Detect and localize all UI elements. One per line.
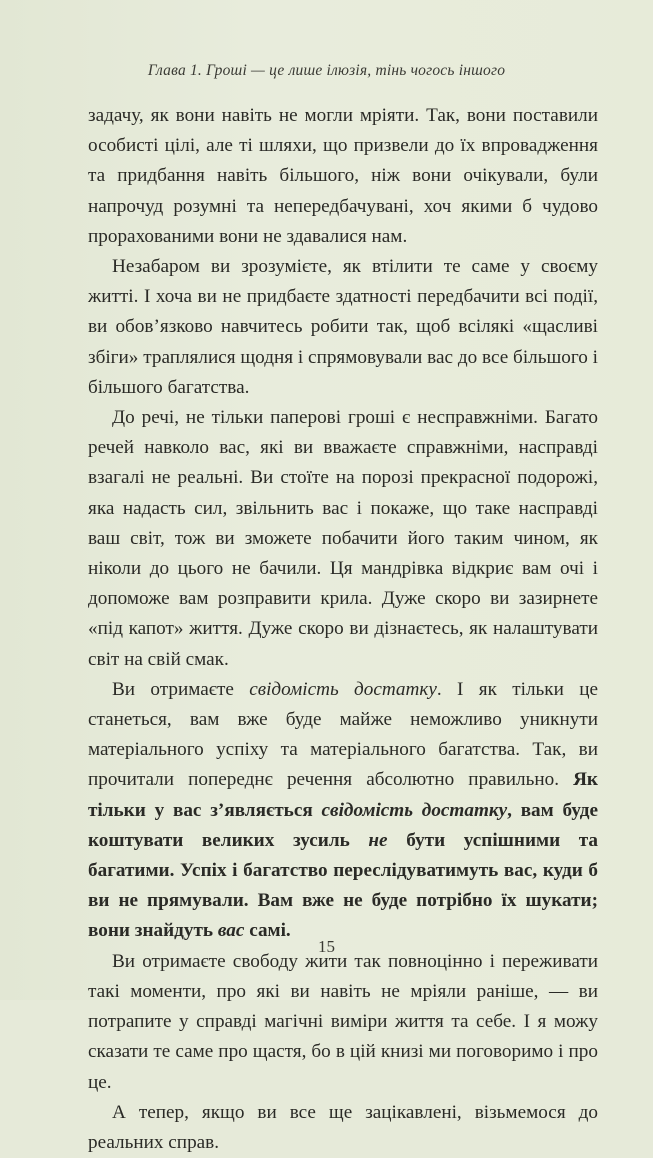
- p4-text-j: самі.: [244, 920, 291, 942]
- paragraph-5: Ви отримаєте свободу жити так повноцінно і переживати такі моменти, про які ви навіть не мріяли раніше, — ви потрапите у справді магічні виміри життя та себе. І я можу сказати те саме про щастя, бо в цій книзі ми поговоримо і про це.: [88, 950, 598, 1093]
- p4-bold-emphasis-awareness: свідомість достатку: [321, 799, 508, 821]
- p4-text-c: . І як тільки це станеться, вам вже буде майже неможливо уникнути матеріального успіху та матеріального багатства. Так, ви прочитали попереднє речення абсолютно правильно.: [88, 678, 598, 791]
- p4-text-a: Ви отримаєте: [112, 678, 250, 700]
- page-number: 15: [318, 937, 335, 956]
- running-head: Глава 1. Гроші — це лише ілюзія, тінь чогось іншого: [147, 62, 506, 79]
- p4-emphasis-not: не: [368, 829, 388, 851]
- p4-text-d: Як тільки у вас з’являється: [88, 769, 598, 821]
- paragraph-6: А тепер, якщо ви все ще зацікавлені, візьмемося до реальних справ.: [88, 1101, 598, 1153]
- paragraph-1: задачу, як вони навіть не могли мріяти. Так, вони поставили особисті цілі, але ті шляхи, що призвели до їх впровадження та придбання навіть більшого, ніж вони очікували, були напрочуд розумні та непередбачувані, хоч якими б чудово прорахованими вони не здавалися нам.: [88, 105, 598, 247]
- paragraph-4: [88, 675, 598, 947]
- p4-text-h: бути успішними та багатими. Успіх і багатство переслідуватимуть вас, куди б ви не прямували. Вам вже не буде потрібно їх шукати; вони знайдуть: [88, 829, 599, 942]
- p4-bold-passage: [88, 769, 598, 941]
- body-text: [88, 101, 598, 1158]
- p4-emphasis-awareness: свідомість достатку: [249, 678, 437, 700]
- p4-text-f: , вам буде коштувати великих зусиль: [88, 799, 598, 851]
- paragraph-3: До речі, не тільки паперові гроші є несправжніми. Багато речей навколо вас, які ви вважаєте справжніми, насправді взагалі не реальні. Ви стоїте на порозі прекрасної подорожі, яка надасть сил, звільнить вас і покаже, що таке насправді ваш світ, тож ви зможете побачити його таким чином, як ніколи до цього не бачили. Ця мандрівка відкриє вам очі і допоможе вам розправити крила. Дуже скоро ви зазирнете «під капот» життя. Дуже скоро ви дізнаєтесь, як налаштувати світ на свій смак.: [88, 407, 598, 670]
- p4-emphasis-you: вас: [217, 920, 245, 942]
- paragraph-2: Незабаром ви зрозумієте, як втілити те саме у своєму житті. І хоча ви не придбаєте здатності передбачити всі події, ви обов’язково навчитесь робити так, щоб всілякі «щасливі збіги» траплялися щодня і спрямовували вас до все більшого і більшого багатства.: [88, 256, 598, 398]
